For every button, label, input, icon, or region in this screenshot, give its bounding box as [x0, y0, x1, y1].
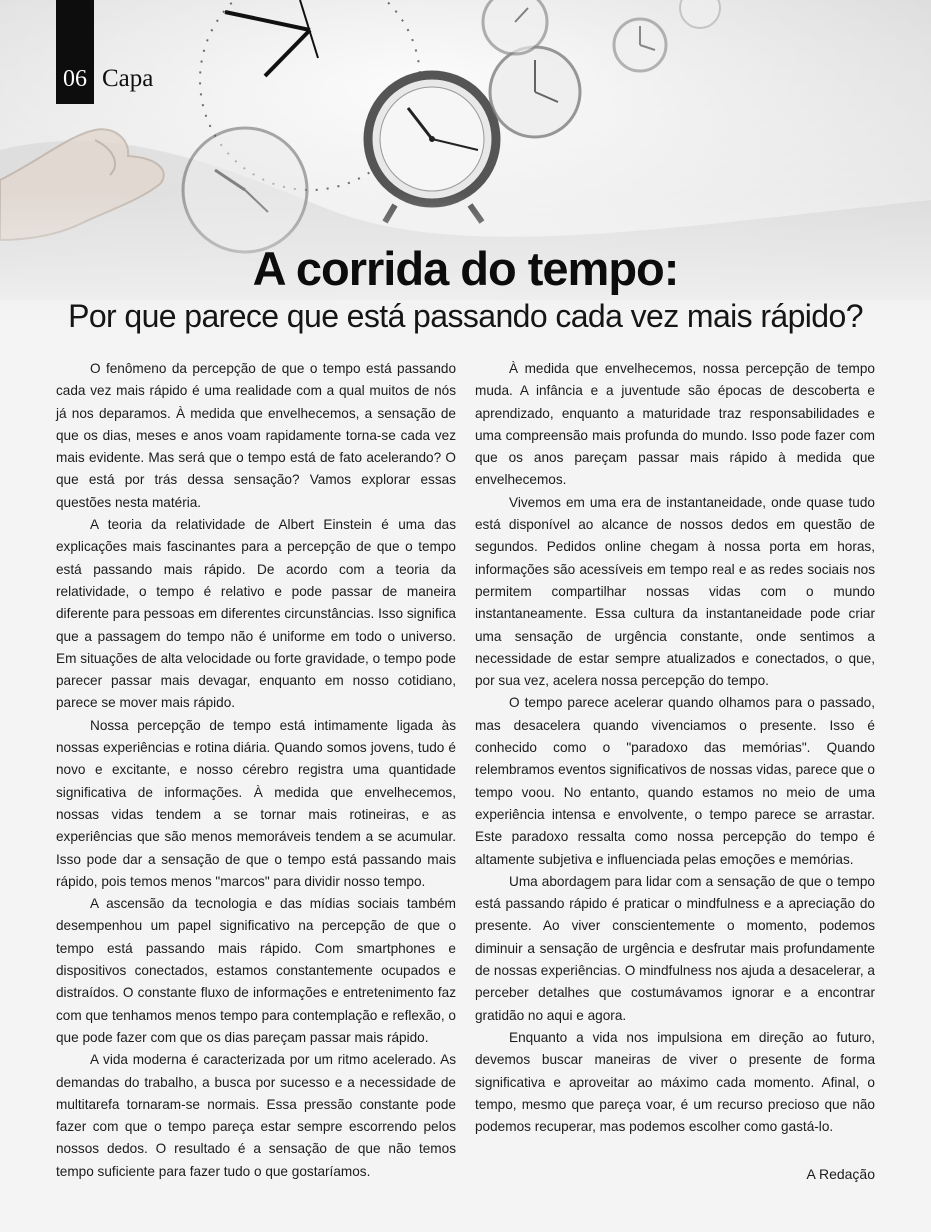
article-title: A corrida do tempo:	[252, 242, 679, 295]
paragraph: Nossa percepção de tempo está intimamente ligada às nossas experiências e rotina diária. Quando somos jovens, tudo é novo e excitante, e nosso cérebro registra uma quantidade significativa de informações. À medida que envelhecemos, nossas vidas tendem a se tornar mais rotineiras, e as experiências que são menos memoráveis tendem a se acumular. Isso pode dar a sensação de que o tempo está passando mais rápido, pois temos menos "marcos" para dividir nosso tempo.	[56, 717, 456, 889]
paragraph: O tempo parece acelerar quando olhamos para o passado, mas desacelera quando vivenciamos o presente. Isso é conhecido como o "paradoxo das memórias". Quando relembramos eventos significativos de nossas vidas, parece que o tempo voou. No entanto, quando estamos no meio de uma experiência intensa e envolvente, o tempo parece se arrastar. Este paradoxo ressalta como nossa percepção do tempo é altamente subjetiva e influenciada pelas emoções e memórias.	[475, 695, 875, 867]
left-column	[56, 358, 456, 1183]
paragraph: Uma abordagem para lidar com a sensação de que o tempo está passando rápido é praticar o mindfulness e a apreciação do presente. Ao viver conscientemente o momento, podemos diminuir a sensação de urgência e desfrutar mais profundamente de nossas experiências. O mindfulness nos ajuda a desacelerar, a perceber detalhes que costumávamos ignorar e a encontrar gratidão no aqui e agora.	[475, 873, 875, 1023]
paragraph: Vivemos em uma era de instantaneidade, onde quase tudo está disponível ao alcance de nossos dedos em questão de segundos. Pedidos online chegam à nossa porta em horas, informações são acessíveis em tempo real e as redes sociais nos permitem compartilhar nossas vidas com o mundo instantaneamente. Essa cultura da instantaneidade pode criar uma sensação de urgência constante, onde sentimos a necessidade de estar sempre atualizados e conectados, o que, por sua vez, acelera nossa percepção do tempo.	[475, 494, 875, 689]
page-number: 06	[63, 66, 87, 92]
paragraph: A ascensão da tecnologia e das mídias sociais também desempenhou um papel significativo na percepção de que o tempo está passando mais rápido. Com smartphones e dispositivos conectados, estamos constantemente ocupados e distraídos. O constante fluxo de informações e entretenimento faz com que tenhamos menos tempo para contemplação e reflexão, o que pode fazer com que os dias pareçam passar mais rápido.	[56, 896, 456, 1045]
paragraph: A vida moderna é caracterizada por um ritmo acelerado. As demandas do trabalho, a busca por sucesso e a necessidade de multitarefa tornaram-se normais. Essa pressão constante pode fazer com que o tempo pareça estar sempre escorrendo pelos nossos dedos. O resultado é a sensação de que não temos tempo suficiente para fazer tudo o que gostaríamos.	[56, 1052, 456, 1179]
byline: A Redação	[806, 1166, 875, 1182]
right-column	[475, 358, 875, 1138]
paragraph: Enquanto a vida nos impulsiona em direção ao futuro, devemos buscar maneiras de viver o presente de forma significativa e aproveitar ao máximo cada momento. Afinal, o tempo, mesmo que pareça voar, é um recurso precioso que não podemos recuperar, mas podemos escolher como gastá-lo.	[475, 1029, 875, 1135]
paragraph: À medida que envelhecemos, nossa percepção de tempo muda. A infância e a juventude são épocas de descoberta e aprendizado, enquanto a maturidade traz responsabilidades e uma compreensão mais profunda do mundo. Isso pode fazer com que os anos pareçam passar mais rápido à medida que envelhecemos.	[475, 361, 875, 488]
paragraph: O fenômeno da percepção de que o tempo está passando cada vez mais rápido é uma realidade com a qual muitos de nós já nos deparamos. À medida que envelhecemos, a sensação de que os dias, meses e anos voam rapidamente torna-se cada vez mais evidente. Mas será que o tempo está de fato acelerando? O que está por trás dessa sensação? Vamos explorar essas questões nesta matéria.	[56, 361, 456, 510]
article-subtitle: Por que parece que está passando cada vez mais rápido?	[68, 298, 863, 334]
paragraph: A teoria da relatividade de Albert Einstein é uma das explicações mais fascinantes para a percepção de que o tempo está passando mais rápido. De acordo com a teoria da relatividade, o tempo é relativo e pode passar de maneira diferente para pessoas em diferentes circunstâncias. Isso significa que a passagem do tempo não é uniforme em todo o universo. Em situações de alta velocidade ou forte gravidade, o tempo pode parecer passar mais devagar, enquanto em nosso cotidiano, parece se mover mais rápido.	[56, 517, 456, 711]
section-label: Capa	[102, 65, 154, 92]
